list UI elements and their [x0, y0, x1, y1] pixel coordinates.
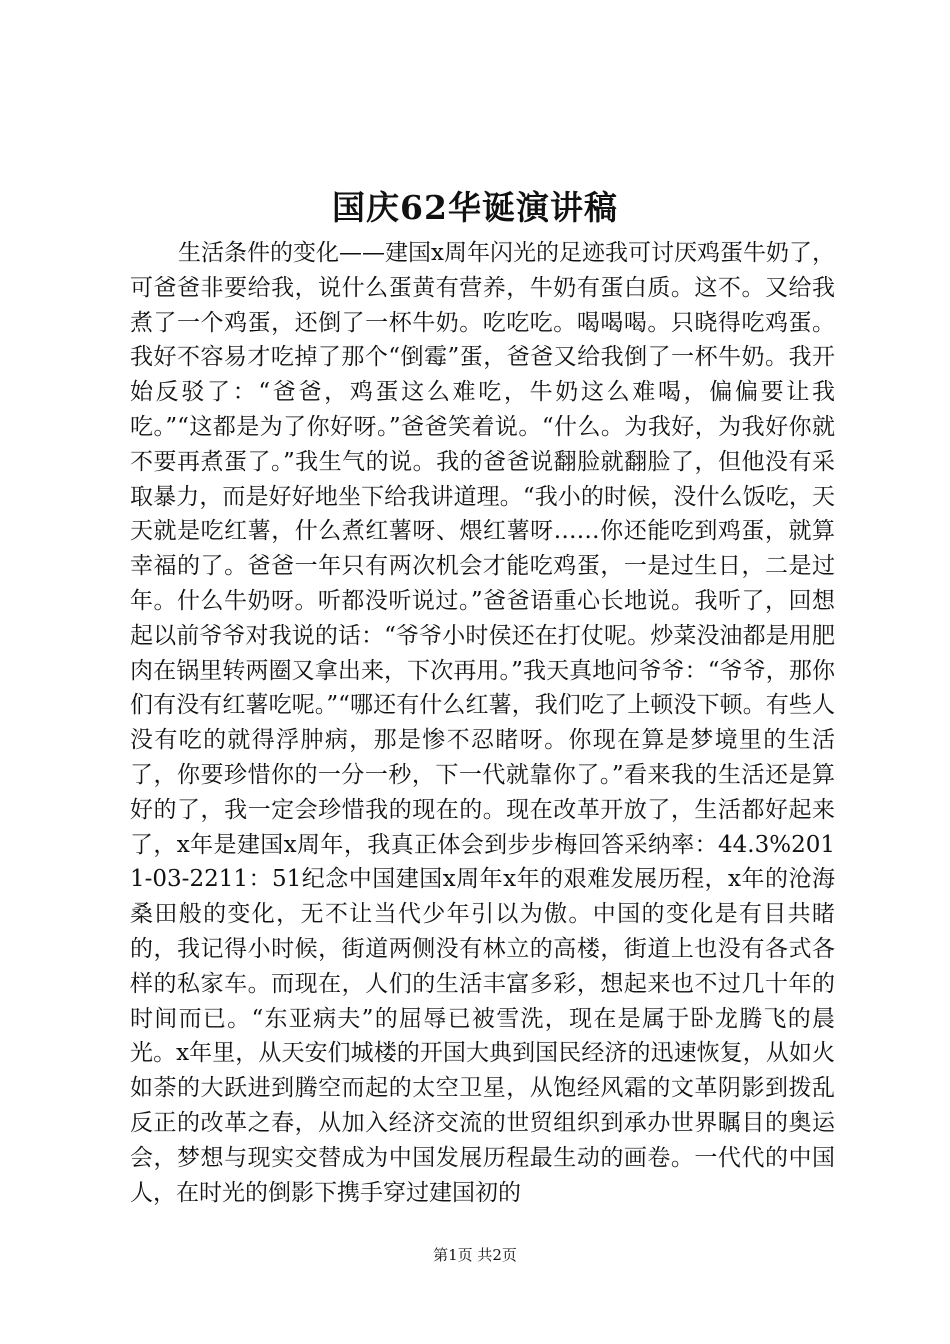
document-title: 国庆62华诞演讲稿	[332, 188, 618, 227]
body-paragraph: 生活条件的变化——建国x周年闪光的足迹我可讨厌鸡蛋牛奶了，可爸爸非要给我，说什么蛋黄有营养，牛奶有蛋白质。这不。又给我煮了一个鸡蛋，还倒了一杯牛奶。吃吃吃。喝喝喝。只晓得吃鸡蛋。我好不容易才吃掉了那个“倒霉”蛋，爸爸又给我倒了一杯牛奶。我开始反驳了：“爸爸，鸡蛋这么难吃，牛奶这么难喝，偏偏要让我吃。”“这都是为了你好呀。”爸爸笑着说。“什么。为我好，为我好你就不要再煮蛋了。”我生气的说。我的爸爸说翻脸就翻脸了，但他没有采取暴力，而是好好地坐下给我讲道理。“我小的时候，没什么饭吃，天天就是吃红薯，什么煮红薯呀、煨红薯呀……你还能吃到鸡蛋，就算幸福的了。爸爸一年只有两次机会才能吃鸡蛋，一是过生日，二是过年。什么牛奶呀。听都没听说过。”爸爸语重心长地说。我听了，回想起以前爷爷对我说的话：“爷爷小时侯还在打仗呢。炒菜没油都是用肥肉在锅里转两圈又拿出来，下次再用。”我天真地问爷爷：“爷爷，那你们有没有红薯吃呢。”“哪还有什么红薯，我们吃了上顿没下顿。有些人没有吃的就得浮肿病，那是惨不忍睹呀。你现在算是梦境里的生活了，你要珍惜你的一分一秒，下一代就靠你了。”看来我的生活还是算好的了，我一定会珍惜我的现在的。现在改革开放了，生活都好起来了，x年是建国x周年，我真正体会到步步梅回答采纳率：44.3%2011-03-2211：51纪念中国建国x周年x年的艰难发展历程，x年的沧海桑田般的变化，无不让当代少年引以为傲。中国的变化是有目共睹的，我记得小时候，街道两侧没有林立的高楼，街道上也没有各式各样的私家车。而现在，人们的生活丰富多彩，想起来也不过几十年的时间而已。“东亚病夫”的屈辱已被雪洗，现在是属于卧龙腾飞的晨光。x年里，从天安们城楼的开国大典到国民经济的迅速恢复，从如火如荼的大跃进到腾空而起的太空卫星，从饱经风霜的文革阴影到拨乱反正的改革之春，从加入经济交流的世贸组织到承办世界瞩目的奥运会，梦想与现实交替成为中国发展历程最生动的画卷。一代代的中国人，在时光的倒影下携手穿过建国初的	[130, 240, 835, 1206]
page-footer: 第1页 共2页	[433, 1246, 517, 1264]
